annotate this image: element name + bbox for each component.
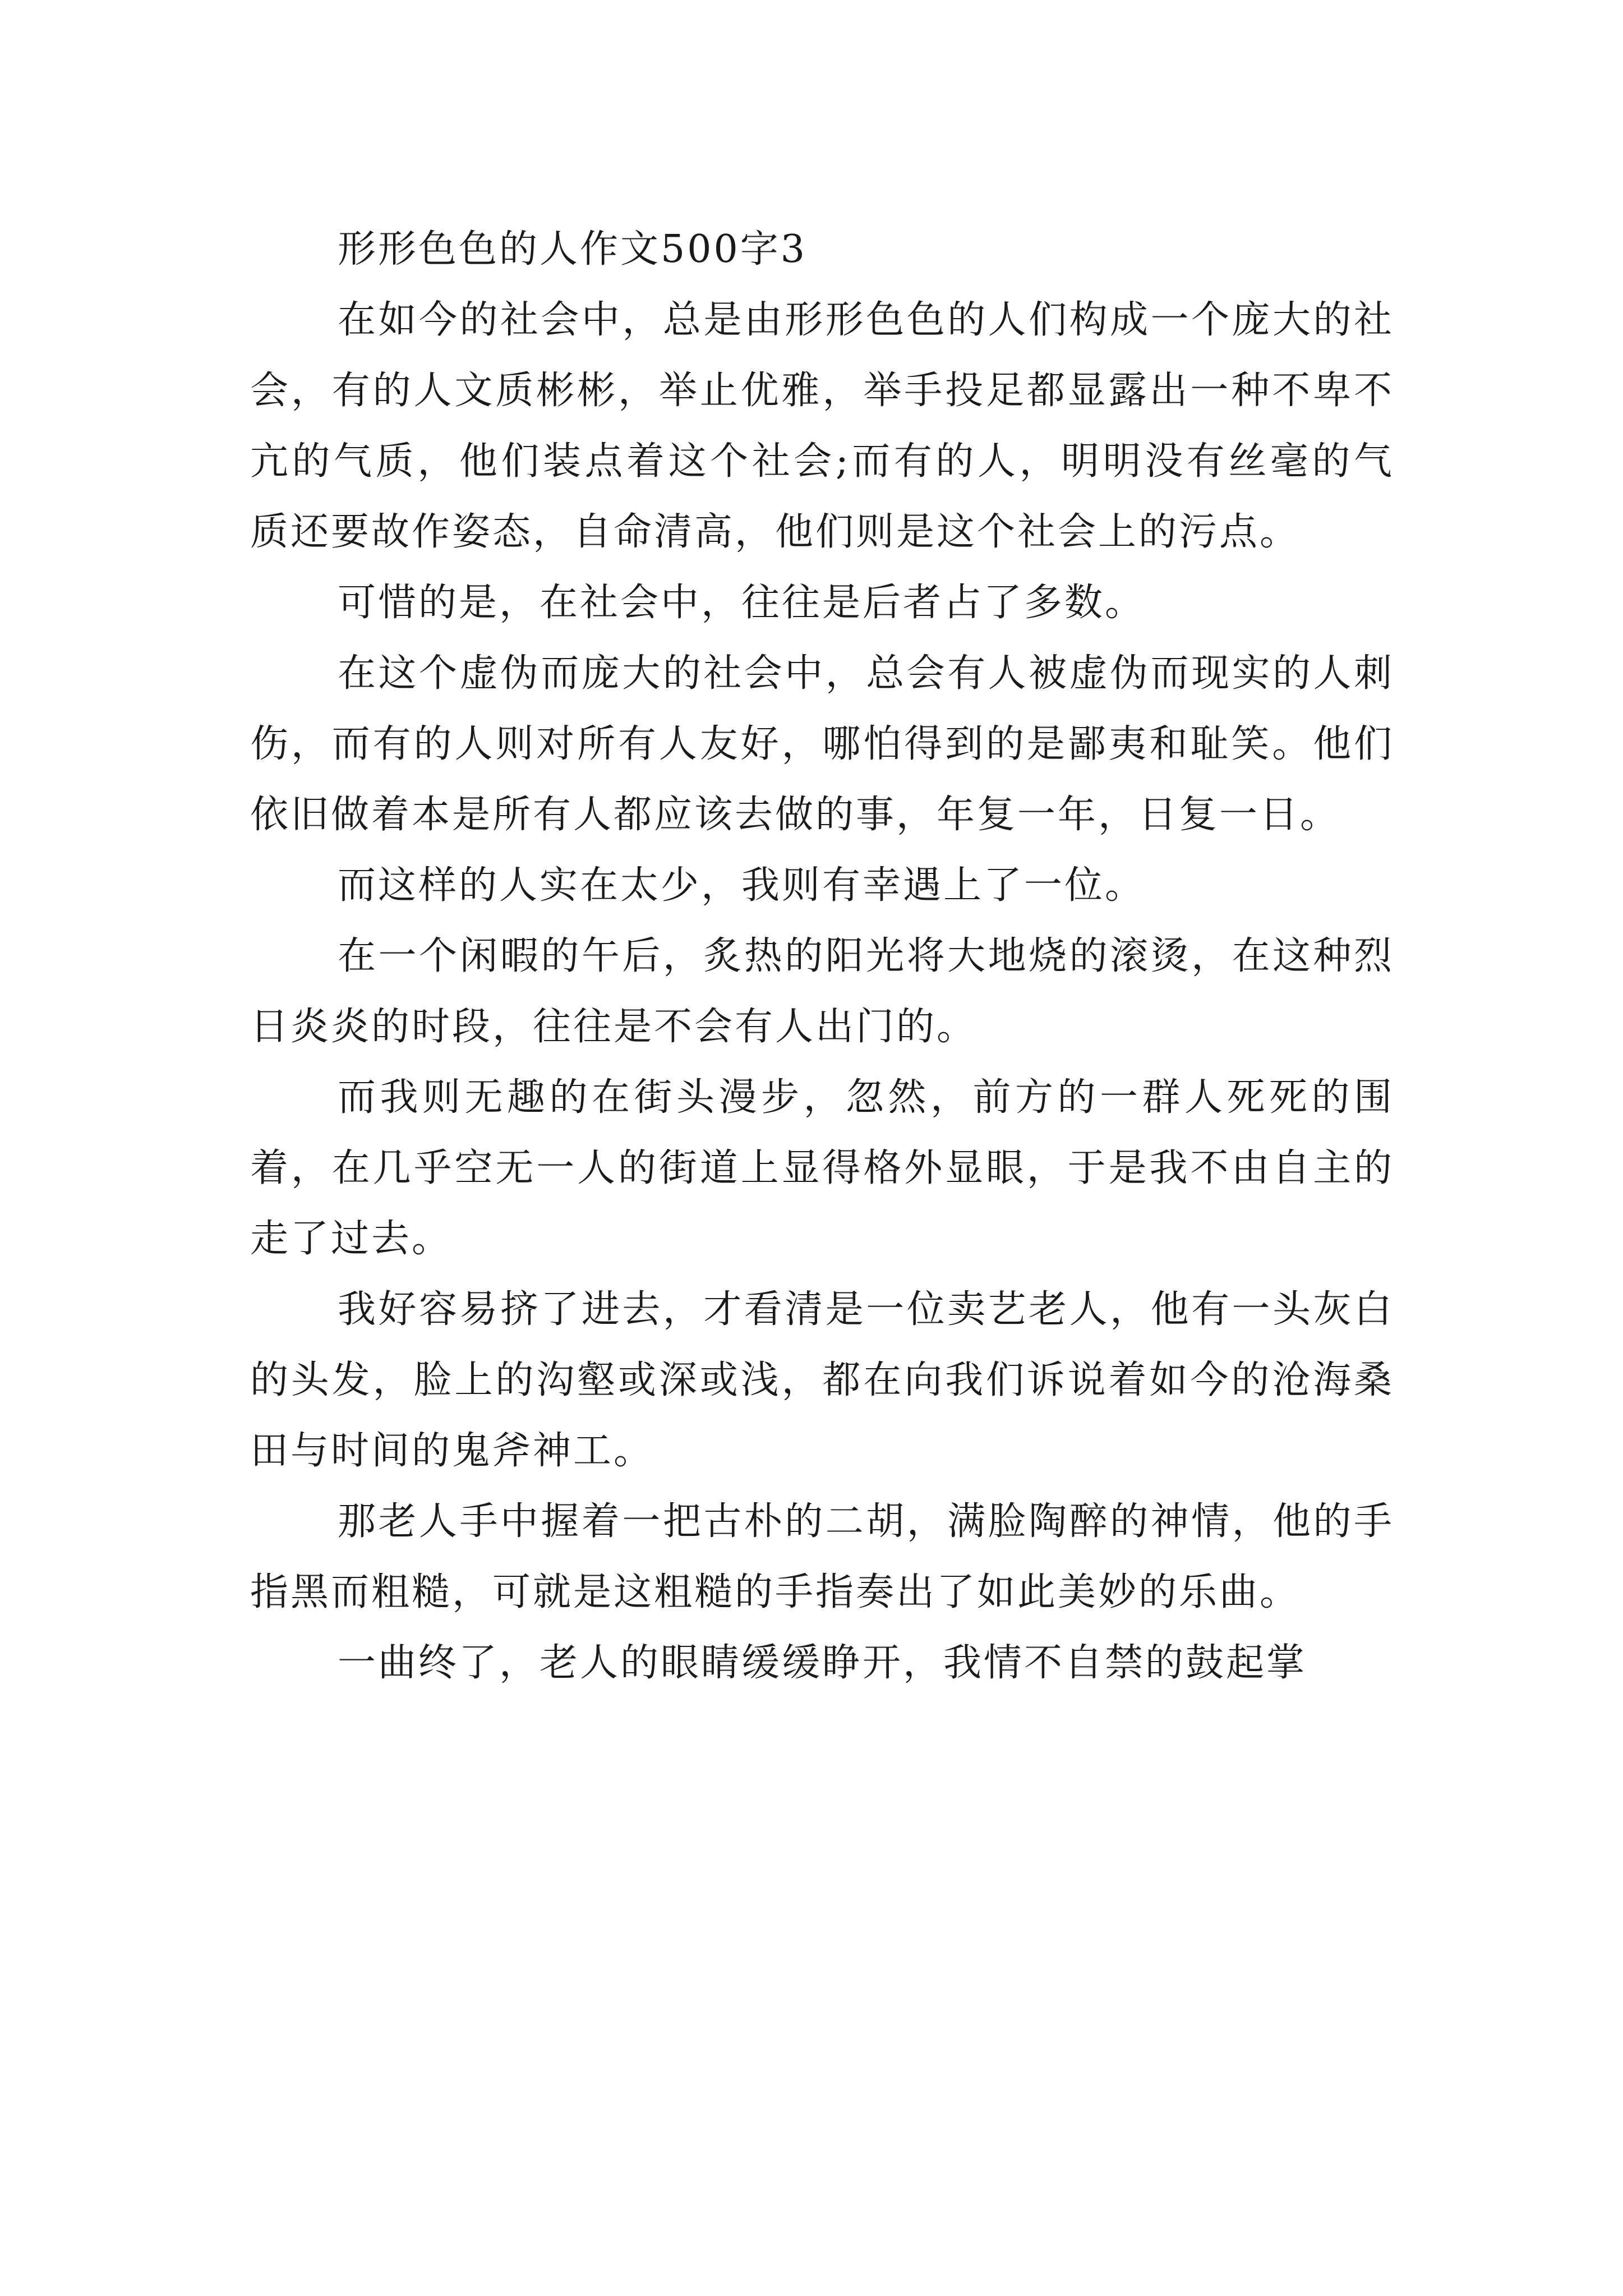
paragraph: 在如今的社会中，总是由形形色色的人们构成一个庞大的社会，有的人文质彬彬，举止优雅，举手投足都显露出一种不卑不亢的气质，他们装点着这个社会;而有的人，明明没有丝毫的气质还要故作姿态，自命清高，他们则是这个社会上的污点。 xyxy=(250,298,1394,554)
paragraph: 那老人手中握着一把古朴的二胡，满脸陶醉的神情，他的手指黑而粗糙，可就是这粗糙的手指奏出了如此美妙的乐曲。 xyxy=(250,1499,1394,1614)
paragraph: 可惜的是，在社会中，往往是后者占了多数。 xyxy=(338,581,1146,625)
paragraph: 我好容易挤了进去，才看清是一位卖艺老人，他有一头灰白的头发，脸上的沟壑或深或浅，都在向我们诉说着如今的沧海桑田与时间的鬼斧神工。 xyxy=(250,1287,1394,1473)
paragraph: 而这样的人实在太少，我则有幸遇上了一位。 xyxy=(338,863,1146,908)
paragraph: 而我则无趣的在街头漫步，忽然，前方的一群人死死的围着，在几乎空无一人的街道上显得格外显眼，于是我不由自主的走了过去。 xyxy=(250,1075,1394,1261)
paragraph: 在一个闲暇的午后，炙热的阳光将大地烧的滚烫，在这种烈日炎炎的时段，往往是不会有人出门的。 xyxy=(250,934,1394,1049)
paragraph: 一曲终了，老人的眼睛缓缓睁开，我情不自禁的鼓起掌 xyxy=(338,1641,1307,1685)
paragraph: 在这个虚伪而庞大的社会中，总会有人被虚伪而现实的人刺伤，而有的人则对所有人友好，哪怕得到的是鄙夷和耻笑。他们依旧做着本是所有人都应该去做的事，年复一年，日复一日。 xyxy=(250,651,1394,837)
document-title: 形形色色的人作文500字3 xyxy=(338,227,808,272)
document-body xyxy=(250,214,1394,1699)
